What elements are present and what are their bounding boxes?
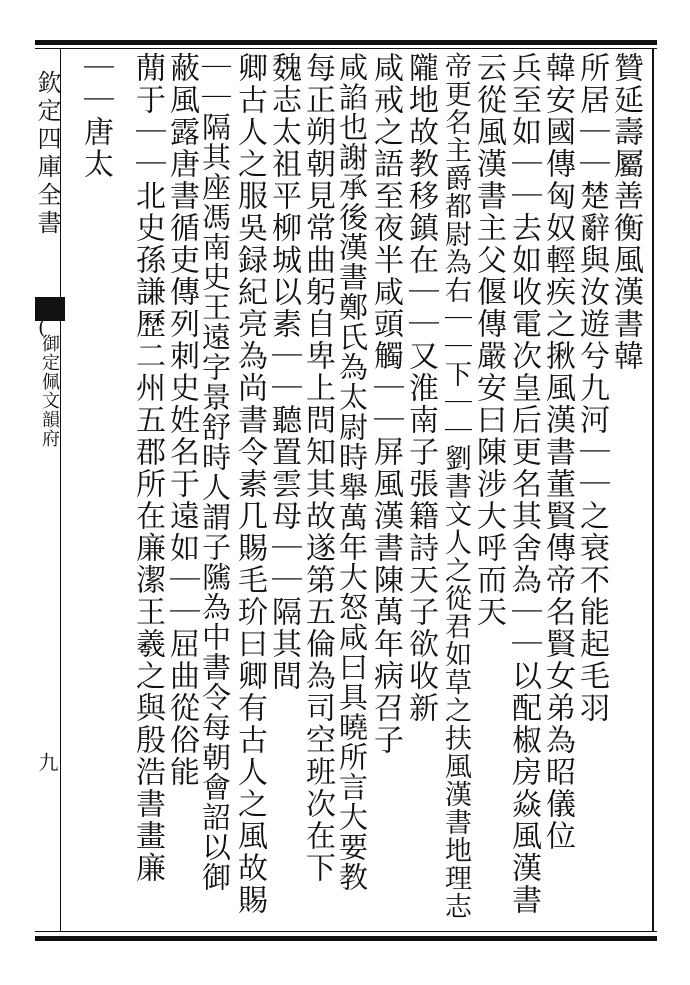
text-column-5: 云從風漢書主父偃傳嚴安曰陳涉大呼而天 bbox=[471, 52, 506, 628]
right-edge bbox=[652, 49, 654, 931]
book-title: 欽定四庫全書 bbox=[33, 70, 61, 238]
text-column-13: ｜｜隔其座馮南史王遠字景舒時人謂子隲為中書令每朝會詔以御 bbox=[198, 52, 232, 892]
top-border bbox=[35, 40, 657, 45]
text-column-4: 兵至如｜｜去如收電次皇后更名其舍為｜｜以配椒房焱風漢書 bbox=[506, 52, 541, 916]
text-column-14: 蔽風露唐書循吏傳列刺史姓名于遠如｜｜屈曲從俗能 bbox=[164, 52, 199, 788]
text-column-3: 韓安國傳匈奴輕疾之揪風漢書董賢傳帝名賢女弟為昭儀位 bbox=[540, 52, 575, 852]
fishtail-bracket: ( bbox=[38, 315, 46, 339]
text-column-1: 贊延壽屬善衡風漢書韓 bbox=[608, 52, 643, 372]
text-column-11: 魏志太祖平柳城以素｜｜聽置雲母｜｜隔其間 bbox=[266, 52, 301, 692]
page-number: 九 bbox=[35, 752, 59, 772]
bottom-border bbox=[35, 936, 657, 941]
top-border-thin bbox=[35, 48, 657, 49]
text-column-15: 蕑于｜｜北史孫謙歷二州五郡所在廉潔王羲之與殷浩書畫廉 bbox=[130, 52, 165, 884]
text-column-12: 卿古人之服吳録紀亮為尚書令素几賜毛玠曰卿有古人之風故賜 bbox=[232, 52, 267, 916]
text-column-9: 咸諂也謝承後漢書鄭氏為太尉時舉萬年大怒咸曰具曉所言大要教 bbox=[335, 52, 369, 892]
text-column-16: ｜｜唐太 bbox=[78, 52, 113, 180]
text-column-8: 咸戒之語至夜半咸頭觸｜｜屏風漢書陳萬年病召子 bbox=[368, 52, 403, 756]
bottom-border-thin bbox=[35, 931, 657, 932]
sub-title: 御定佩文韻府 bbox=[39, 334, 60, 448]
text-column-2: 所居｜｜楚辭與汝遊兮九河｜｜之衰不能起毛羽 bbox=[574, 52, 609, 724]
text-column-7: 隴地故教移鎮在｜｜又淮南子張籍詩天子欲收新 bbox=[403, 52, 438, 724]
text-column-6: 帝更名主爵都尉為右｜｜下｜｜劉書文人之從君如草之扶風漢書地理志 bbox=[440, 52, 471, 920]
text-column-10: 每正朔朝見常曲躬自卑上問知其故遂第五倫為司空班次在下 bbox=[300, 52, 335, 884]
